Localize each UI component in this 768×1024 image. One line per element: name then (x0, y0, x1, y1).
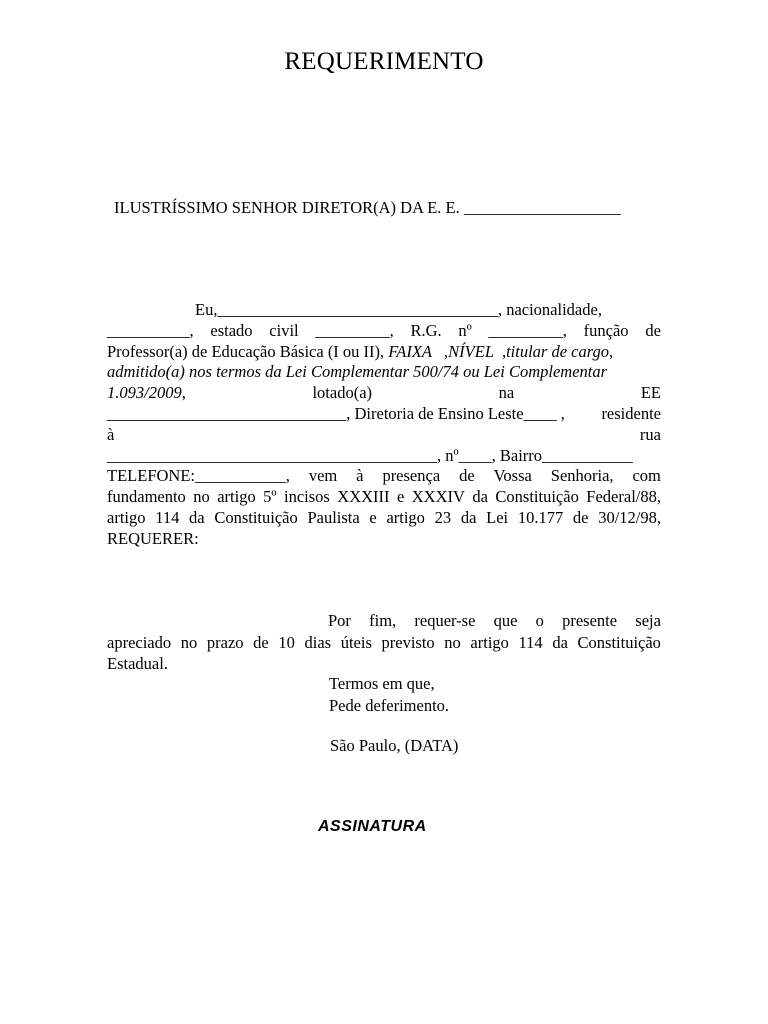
text-word: Constituição (495, 487, 579, 507)
text-word: no (444, 632, 461, 652)
page-title: REQUERIMENTO (284, 48, 484, 75)
text-line (107, 466, 661, 487)
text-word: na (498, 383, 515, 403)
text-word: 1.093/2009 (107, 383, 182, 403)
text-word: Constituição (214, 507, 298, 527)
text-word: da (472, 487, 488, 507)
addressee-line: ILUSTRÍSSIMO SENHOR DIRETOR(A) DA E. E. ___________________ (114, 198, 621, 217)
text-line (107, 425, 661, 446)
text-word-group (107, 383, 186, 404)
text-word: residente (601, 403, 661, 423)
text-word: Estadual. (107, 654, 168, 673)
text-word: no (180, 632, 198, 652)
text-word: dias (304, 632, 332, 652)
text-word: 114 (155, 507, 180, 527)
conclusion-paragraph (107, 610, 661, 675)
text-word: TELEFONE:___________, (107, 466, 290, 486)
text-word: estado (210, 320, 253, 340)
text-word: seja (635, 611, 661, 630)
text-word: artigo (107, 507, 146, 527)
text-word-group (107, 342, 613, 363)
text-word: da (552, 632, 568, 652)
closing-line-deferment: Pede deferimento. (329, 696, 450, 715)
text-word: presente (562, 611, 618, 630)
closing-line-terms: Termos em que, (329, 674, 435, 693)
text-word: _____________________________, Diretoria de Ensino Leste____ , (107, 403, 565, 423)
text-line (107, 446, 661, 467)
text-word: com (632, 466, 661, 486)
text-word: Constituição (577, 632, 661, 652)
text-line (107, 610, 661, 632)
text-word: artigo (386, 507, 425, 527)
text-word: ________________________________________, nº____, Bairro___________ (107, 445, 633, 465)
text-line (107, 404, 661, 425)
text-word: previsto (381, 632, 435, 652)
text-word: EE (640, 383, 661, 403)
text-word: de (572, 507, 589, 527)
text-word: Eu,__________________________________, nacionalidade, (195, 300, 602, 319)
text-word: R.G. (410, 320, 442, 340)
text-word: Federal/88, (586, 487, 661, 507)
text-word: REQUERER: (107, 528, 199, 548)
text-word: nº (458, 320, 472, 340)
text-word: função (583, 320, 629, 340)
text-word: da (189, 507, 205, 527)
text-line (107, 342, 661, 363)
text-word: civil (269, 320, 299, 340)
text-word: Professor(a) de Educação Básica (I ou II), (107, 341, 389, 361)
date-line: São Paulo, (DATA) (330, 736, 459, 755)
text-line (107, 383, 661, 404)
text-word: 10 (278, 632, 295, 652)
text-word: _________, (488, 320, 567, 340)
request-body (107, 300, 661, 550)
text-word: admitido(a) nos termos da Lei Complementar 500/74 ou Lei Complementar (107, 362, 608, 382)
text-line (107, 487, 661, 508)
text-word: XXXIV (411, 487, 465, 507)
text-line (107, 632, 661, 654)
text-word: presença (382, 466, 441, 486)
text-word: 23 (434, 507, 452, 527)
text-line (107, 321, 661, 342)
text-word: de (459, 466, 475, 486)
text-word: artigo (217, 487, 256, 507)
text-word: fim, (369, 611, 397, 630)
text-word: FAIXA ,NÍVEL ,titular de cargo, (388, 341, 614, 361)
text-word: rua (639, 424, 661, 444)
text-word: e (369, 507, 377, 527)
text-word: de (253, 632, 269, 652)
text-word: úteis (340, 632, 372, 652)
signature-label: ASSINATURA (318, 818, 427, 835)
text-word: requer-se (414, 611, 476, 630)
text-word: Lei (486, 507, 509, 527)
text-word: fundamento (107, 487, 186, 507)
text-line (107, 300, 661, 321)
text-word: à (356, 466, 364, 486)
text-word: Por (328, 611, 351, 630)
text-word: apreciado (107, 632, 172, 652)
text-word: 114 (518, 632, 543, 652)
text-word: 5º (263, 487, 277, 507)
text-word: __________, (107, 320, 194, 340)
text-word: que (493, 611, 518, 630)
text-word: artigo (470, 632, 509, 652)
text-word: de (645, 320, 661, 340)
text-word: à (107, 424, 115, 444)
text-word: o (535, 611, 544, 630)
text-line (107, 362, 661, 383)
text-word: e (396, 487, 405, 507)
text-word: Senhoria, (550, 466, 614, 486)
text-word: XXXIII (337, 487, 390, 507)
text-word: da (460, 507, 477, 527)
text-word: vem (308, 466, 338, 486)
text-word: no (193, 487, 210, 507)
text-word: _________, (315, 320, 394, 340)
text-word: incisos (284, 487, 330, 507)
text-word: lotado(a) (312, 383, 373, 403)
text-word: , (181, 383, 186, 403)
text-word: 10.177 (517, 507, 564, 527)
text-line (107, 653, 661, 675)
text-word: Paulista (307, 507, 360, 527)
text-word: Vossa (493, 466, 532, 486)
closing-block (329, 673, 449, 717)
text-line (107, 529, 661, 550)
text-line (107, 508, 661, 529)
text-word: 30/12/98, (598, 507, 661, 527)
text-word: prazo (206, 632, 244, 652)
